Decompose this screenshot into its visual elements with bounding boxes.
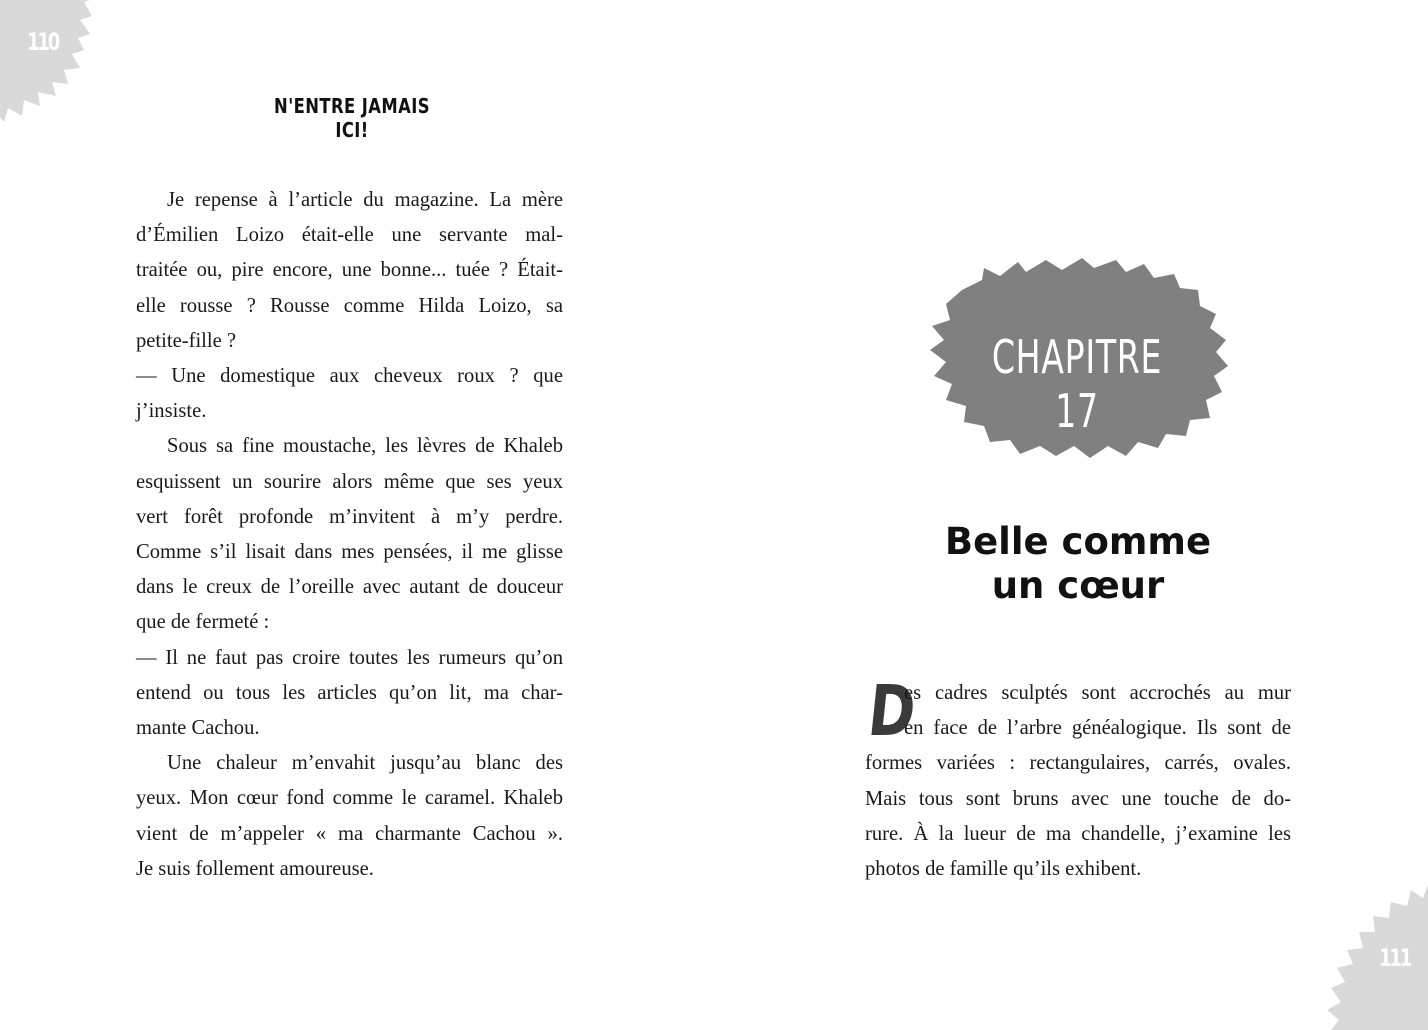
text-line: formes variées : rectangulaires, carrés, ovales. [865,752,1291,775]
folio-splat-icon [1325,870,1428,1030]
text-line: entend ou tous les articles qu’on lit, ma char- [136,681,563,704]
text-line: elle rousse ? Rousse comme Hilda Loizo, sa [136,294,563,317]
text-line: j’insiste. [136,400,207,423]
text-line: — Une domestique aux cheveux roux ? que [136,365,563,388]
chapter-title-line: Belle comme [944,520,1212,563]
folio-splat-icon [0,0,110,130]
chapter-title-line: un cœur [991,564,1165,607]
text-line: Mais tous sont bruns avec une touche de do- [865,787,1291,810]
text-line: Une chaleur m’envahit jusqu’au blanc des [167,752,563,775]
chapter-label: CHAPITRE 17 [991,330,1163,438]
folio-right: 111 [1379,944,1410,972]
left-body-text [136,183,563,887]
text-line: Sous sa fine moustache, les lèvres de Khaleb [167,435,563,458]
running-head: N'ENTRE JAMAIS ICI! [274,94,430,142]
text-line: esquissent un sourire alors même que ses yeux [136,470,563,493]
text-line: — Il ne faut pas croire toutes les rumeurs qu’on [136,646,563,669]
text-line: photos de famille qu’ils exhibent. [865,858,1142,881]
text-line: petite-fille ? [136,329,237,352]
drop-cap: D [864,670,920,752]
text-line: d’Émilien Loizo était-elle une servante mal- [136,224,563,247]
text-line: que de fermeté : [136,611,270,634]
text-line: en face de l’arbre généalogique. Ils sont de [904,717,1291,740]
text-line: vient de m’appeler « ma charmante Cachou ». [136,822,563,845]
text-line: rure. À la lueur de ma chandelle, j’examine les [865,822,1291,845]
text-line: yeux. Mon cœur fond comme le caramel. Khaleb [136,787,563,810]
text-line: mante Cachou. [136,717,260,740]
right-body-text [864,670,1291,887]
text-line: vert forêt profonde m’invitent à m’y perdre. [136,505,563,528]
text-line: traitée ou, pire encore, une bonne... tuée ? Était- [136,259,563,282]
folio-left: 110 [27,28,58,56]
text-line: Comme s’il lisait dans mes pensées, il me glisse [136,541,563,564]
text-line: dans le creux de l’oreille avec autant de douceur [136,576,563,599]
text-line: Je repense à l’article du magazine. La mère [167,189,563,211]
text-line: Je suis follement amoureuse. [136,857,374,880]
chapter-title [900,520,1256,608]
text-line: es cadres sculptés sont accrochés au mur [904,682,1291,704]
